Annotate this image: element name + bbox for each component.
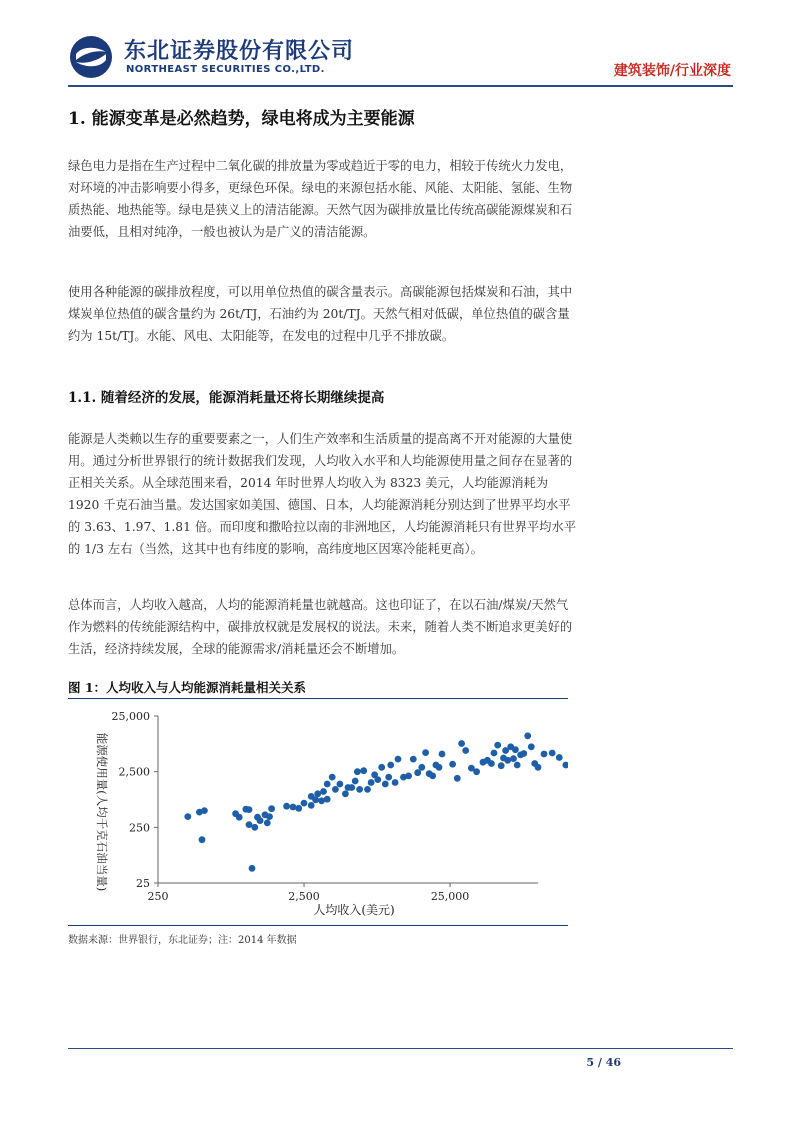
scatter-point [535,764,542,771]
scatter-point [324,796,331,803]
scatter-point [283,803,290,810]
scatter-point [332,786,339,793]
figure-top-rule [68,698,568,699]
scatter-point [308,802,315,809]
scatter-point [264,820,271,827]
scatter-point [488,760,495,767]
figure-bottom-rule [68,925,568,926]
scatter-point [257,817,264,824]
company-logo-icon [68,34,114,80]
scatter-point [201,807,208,814]
section-1-1-paragraph-2: 总体而言，人均收入越高，人均的能源消耗量也就越高。这也印证了，在以石油/煤炭/天然气作为燃料的传统能源结构中，碳排放权就是发展权的说法。未来，随着人类不断追求更美好的生活，经济持续发展，全球的能源需求/消耗量还会不断增加。 [68,598,573,656]
header-rule [68,85,733,87]
scatter-point [374,776,381,783]
scatter-point [418,764,425,771]
scatter-point [320,788,327,795]
scatter-point [422,749,429,756]
scatter-point [410,756,417,763]
scatter-point [360,767,367,774]
scatter-point [512,746,519,753]
scatter-point [473,768,480,775]
scatter-point [378,764,385,771]
chart-points [184,732,568,871]
scatter-point [405,773,412,780]
scatter-point [352,778,359,785]
scatter-point [524,732,531,739]
x-tick-label: 2,500 [288,890,320,903]
scatter-point [382,781,389,788]
scatter-point [549,750,556,757]
section-1-1-title: 1.1. 随着经济的发展，能源消耗量还将长期继续提高 [68,390,385,406]
scatter-point [251,824,258,831]
y-tick-label: 2,500 [118,765,150,779]
scatter-chart [68,700,568,924]
scatter-point [246,806,253,813]
page-number: 5 / 46 [586,1056,621,1069]
scatter-point [314,790,321,797]
scatter-point [528,743,535,750]
scatter-point [510,755,517,762]
scatter-point [295,805,302,812]
scatter-point [342,790,349,797]
scatter-point [364,786,371,793]
scatter-point [449,761,456,768]
scatter-point [337,781,344,788]
scatter-point [392,779,399,786]
scatter-point [324,781,331,788]
footer-rule [68,1048,733,1049]
scatter-point [395,756,402,763]
scatter-point [439,751,446,758]
scatter-point [414,769,421,776]
scatter-point [184,813,191,820]
scatter-point [436,764,443,771]
scatter-point [354,768,361,775]
scatter-point [458,740,465,747]
scatter-point [520,750,527,757]
scatter-point [266,813,273,820]
chart-axes [158,716,538,883]
y-tick-label: 250 [129,821,150,835]
scatter-point [329,774,336,781]
scatter-point [246,821,253,828]
scatter-point [556,754,563,761]
company-name-en: NORTHEAST SECURITIES CO.,LTD. [126,64,325,75]
scatter-point [491,750,498,757]
scatter-point [504,757,511,764]
x-tick-label: 25,000 [430,890,470,903]
scatter-point [387,762,394,769]
scatter-point [301,800,308,807]
scatter-point [199,836,206,843]
figure-title: 图 1：人均收入与人均能源消耗量相关关系 [68,680,307,695]
scatter-point [494,742,501,749]
x-axis-label: 人均收入(美元) [313,903,395,917]
y-tick-label: 25 [136,877,150,890]
scatter-point [385,774,392,781]
scatter-point [236,814,243,821]
scatter-point [562,762,568,769]
scatter-point [514,762,521,769]
scatter-point [249,865,256,872]
section-1-paragraph-1: 绿色电力是指在生产过程中二氧化碳的排放量为零或趋近于零的电力，相较于传统火力发电，对环境的冲击影响要小得多，更绿色环保。绿电的来源包括水能、风能、太阳能、氢能、生物质热能、地热能等。绿电是狭义上的清洁能源。天然气因为碳排放量比传统高碳能源煤炭和石油要低，且相对纯净，一般也被认为是广义的清洁能源。 [68,159,573,239]
x-tick-label: 250 [147,890,169,903]
section-1-paragraph-2: 使用各种能源的碳排放程度，可以用单位热值的碳含量表示。高碳能源包括煤炭和石油，其中煤炭单位热值的碳含量约为 26t/TJ，石油约为 20t/TJ。天然气相对低碳，单位热值的碳含量约为 15t/TJ。水能、风电、太阳能等，在发电的过程中几乎不排放碳。 [68,285,573,343]
scatter-point [312,796,319,803]
y-tick-label: 25,000 [111,710,150,723]
report-tag: 建筑装饰/行业深度 [613,63,731,79]
scatter-point [541,751,548,758]
section-1-1-paragraph-1: 能源是人类赖以生存的重要要素之一，人们生产效率和生活质量的提高离不开对能源的大量使用。通过分析世界银行的统计数据我们发现，人均收入水平和人均能源使用量之间存在显著的正相关关系。从全球范围来看，2014 年时世界人均收入为 8323 美元，人均能源消耗为 1920 千克石油当量。发达国家如美国、德国、日本，人均能源消耗分别达到了世界平均水平的 3.63、1.97、1.81 倍。而印度和撒哈拉以南的非洲地区，人均能源消耗只有世界平均水平的 1/3 左右（当然，这其中也有纬度的影响，高纬度地区因寒冷能耗更高）。 [68,432,577,556]
scatter-point [268,805,275,812]
scatter-point [356,786,363,793]
scatter-point [429,773,436,780]
scatter-point [368,779,375,786]
figure-source: 数据来源：世界银行，东北证券；注：2014 年数据 [68,935,297,946]
scatter-point [498,762,505,769]
scatter-point [454,775,461,782]
scatter-point [462,747,469,754]
scatter-point [348,784,355,791]
scatter-point [290,804,297,811]
section-1-title: 1. 能源变革是必然趋势，绿电将成为主要能源 [68,109,415,129]
y-axis-label: 能源使用量(人均千克石油当量) [95,732,109,892]
company-name-cn: 东北证券股份有限公司 [124,39,355,64]
